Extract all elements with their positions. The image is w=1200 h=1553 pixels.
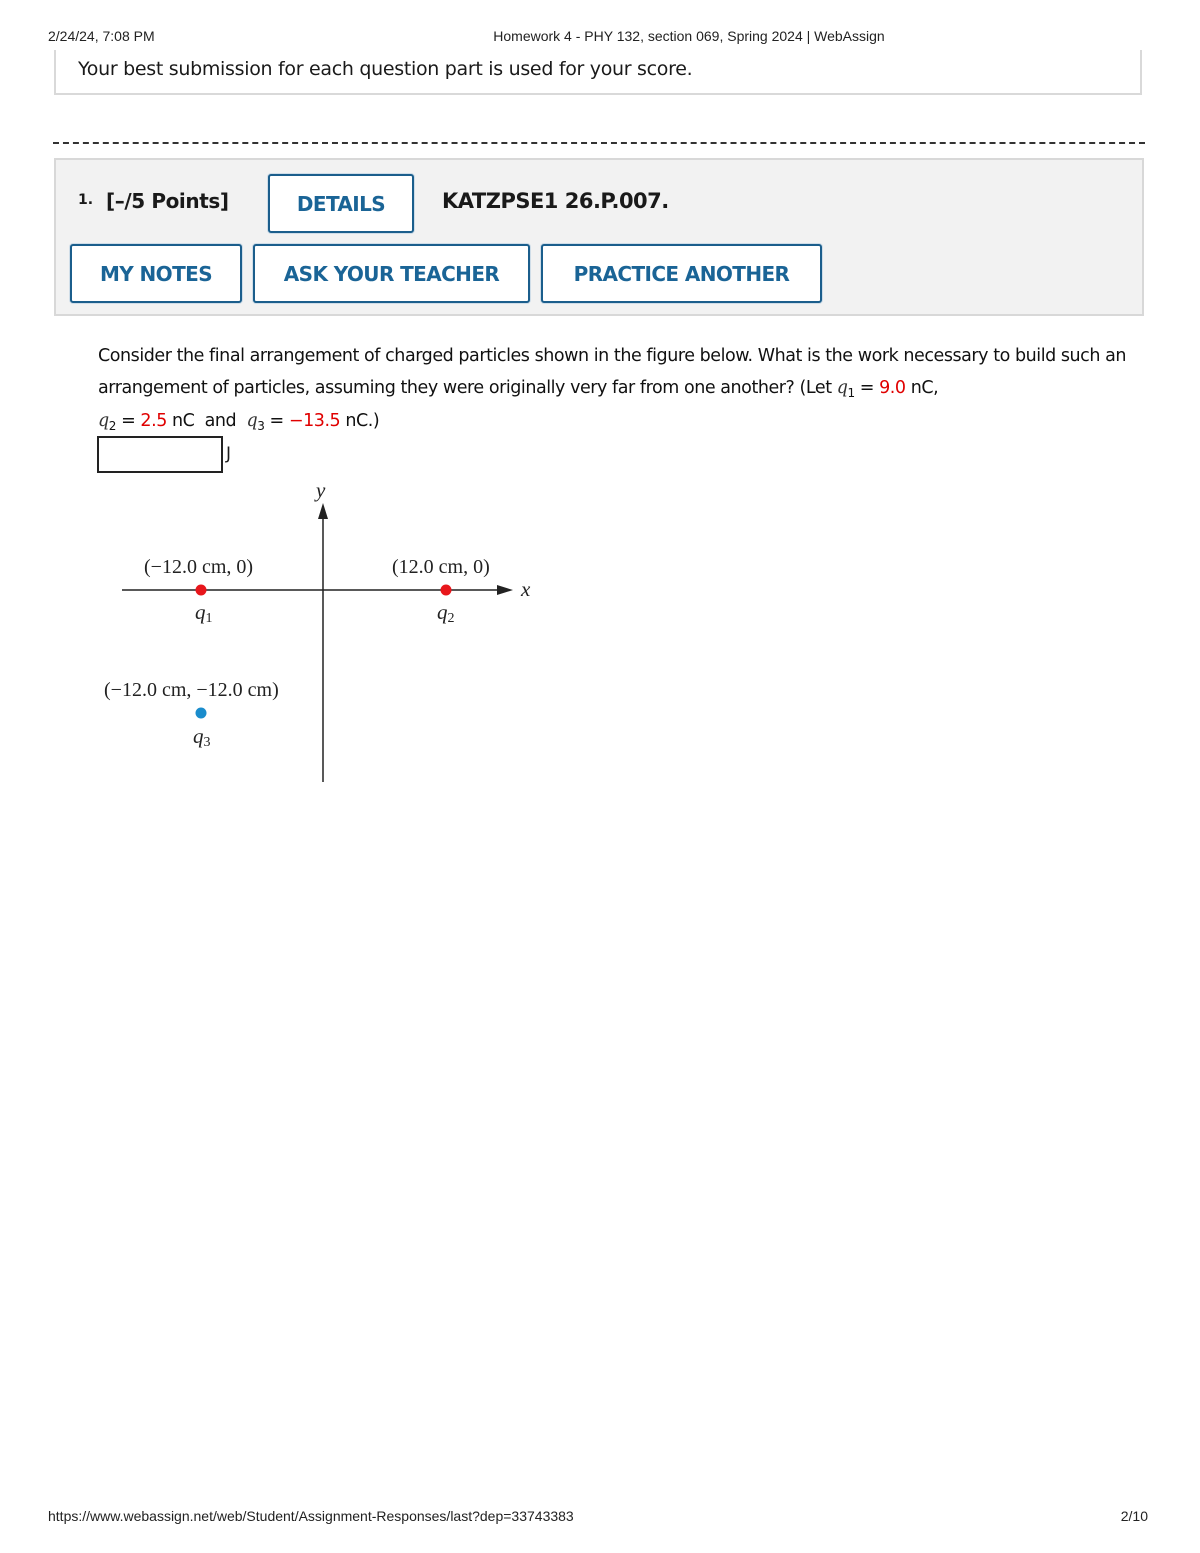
q2-symbol: $q_2$ xyxy=(98,411,116,433)
question-code: KATZPSE1 26.P.007. xyxy=(442,189,669,213)
print-datetime: 2/24/24, 7:08 PM xyxy=(48,28,155,44)
q3-symbol: $q_3$ xyxy=(246,411,265,433)
q3-value: −13.5 xyxy=(288,411,341,431)
ask-teacher-button[interactable]: ASK YOUR TEACHER xyxy=(253,244,530,303)
score-notice-text: Your best submission for each question part is used for your score. xyxy=(78,58,693,80)
q2-value: 2.5 xyxy=(140,411,167,431)
question-points: [–/5 Points] xyxy=(106,189,229,213)
print-footer xyxy=(0,1508,1200,1528)
question-number: 1. xyxy=(78,192,94,208)
my-notes-button[interactable]: MY NOTES xyxy=(70,244,242,303)
q3-label: q3 xyxy=(193,724,211,750)
q1-value: 9.0 xyxy=(879,378,906,398)
details-button[interactable]: DETAILS xyxy=(268,174,414,233)
answer-unit: J xyxy=(226,444,232,464)
x-axis-label: x xyxy=(521,577,531,601)
x-axis-arrow xyxy=(497,585,513,595)
print-page-number: 2/10 xyxy=(1120,1508,1148,1524)
y-axis-label: y xyxy=(316,478,326,502)
print-url: https://www.webassign.net/web/Student/Assignment-Responses/last?dep=33743383 xyxy=(48,1508,574,1524)
q1-label: q1 xyxy=(195,600,213,626)
print-page-title: Homework 4 - PHY 132, section 069, Spring 2024 | WebAssign xyxy=(493,28,885,44)
q3-coordinate: (−12.0 cm, −12.0 cm) xyxy=(104,679,279,701)
q2-charge xyxy=(441,585,452,596)
y-axis-arrow xyxy=(318,503,328,519)
q2-coordinate: (12.0 cm, 0) xyxy=(392,556,490,578)
q1-charge xyxy=(196,585,207,596)
q1-coordinate: (−12.0 cm, 0) xyxy=(144,556,254,578)
question-body: Consider the final arrangement of charged particles shown in the figure below. What is the work necessary to build such an arrangement of particles, assuming they were originally very far from one another? (Let xyxy=(98,346,1127,398)
q3-charge xyxy=(196,708,207,719)
q2-label: q2 xyxy=(437,600,455,626)
question-text: Consider the final arrangement of charged particles shown in the figure below. What is the work necessary to build such an arrangement of particles, assuming they were originally very far from one another? (Let $q_1 = 9.0$ nC, $q_2 = 2.5$ nC and $q_3 = -13.5$ nC.) xyxy=(98,346,1127,433)
q1-symbol: $q_1$ xyxy=(836,378,855,400)
practice-another-button[interactable]: PRACTICE ANOTHER xyxy=(541,244,822,303)
